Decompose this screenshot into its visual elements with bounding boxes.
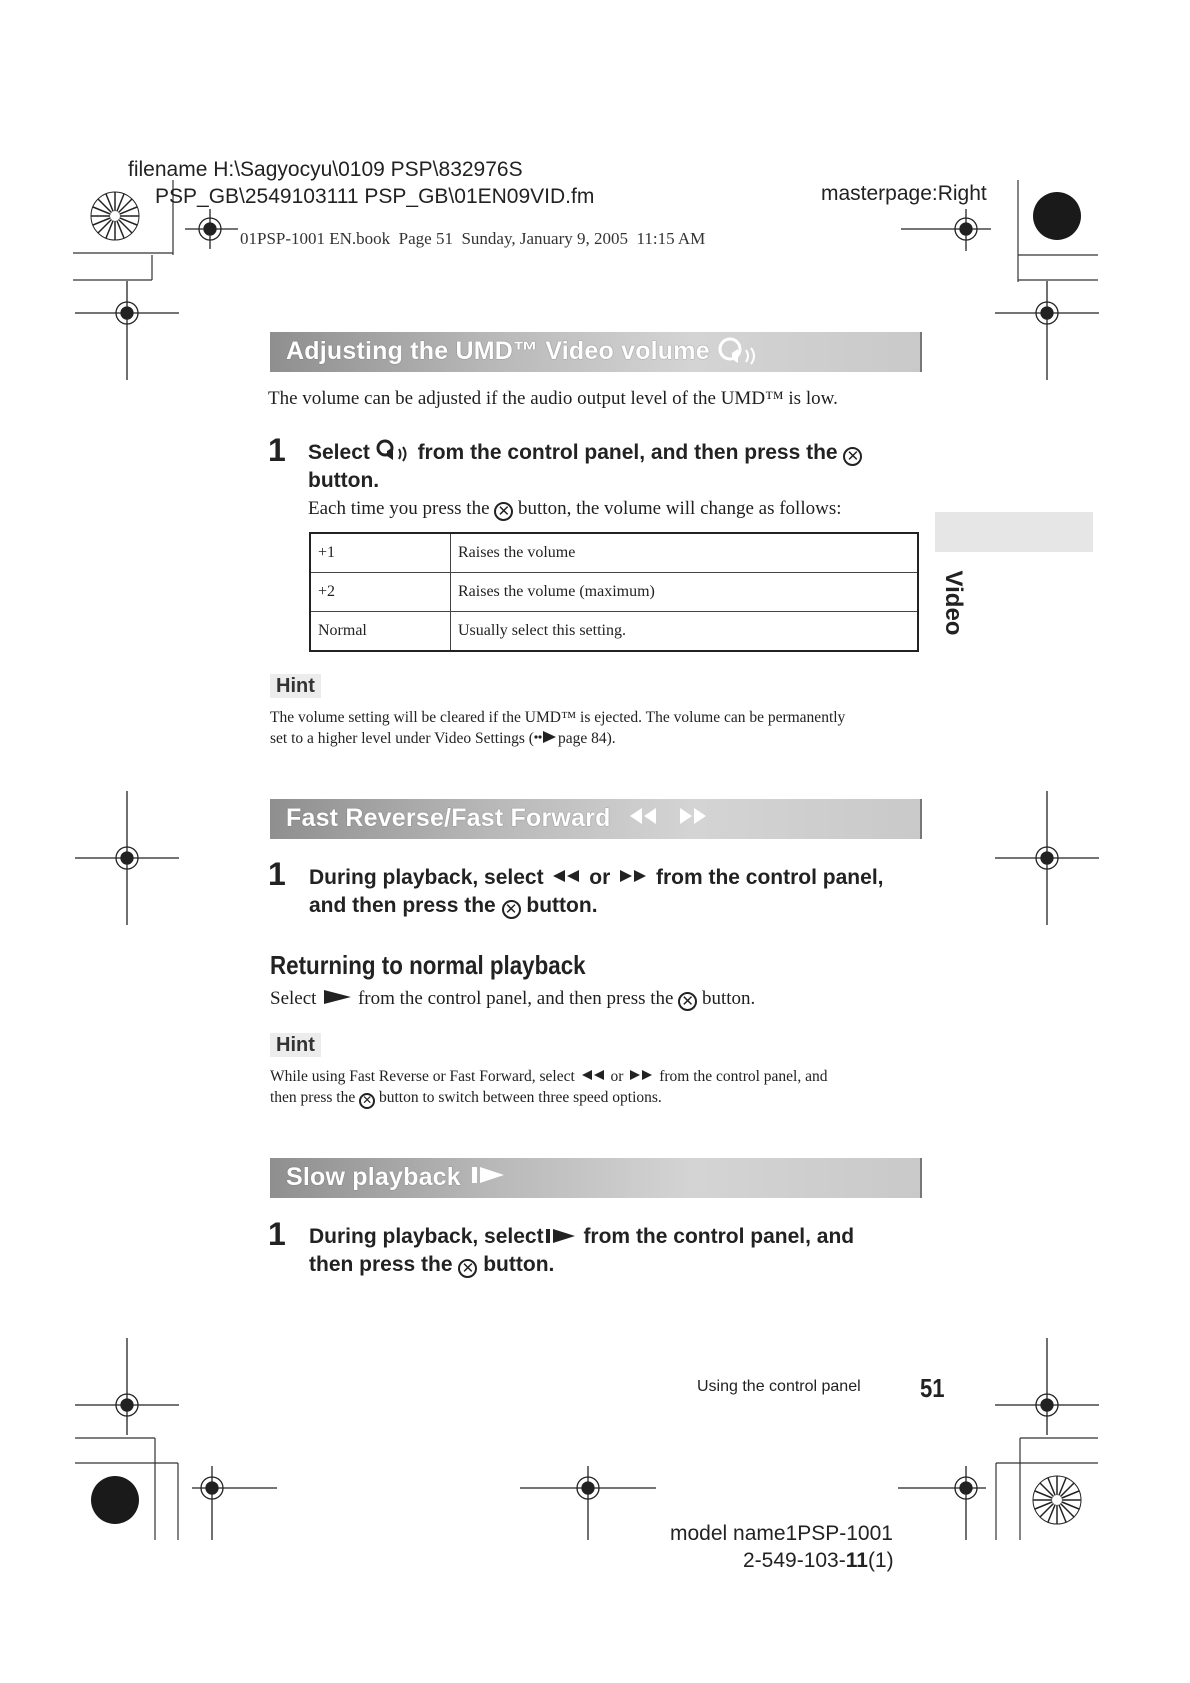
side-tab-background bbox=[935, 512, 1093, 552]
filename-line-2: PSP_GB\2549103111 PSP_GB\01EN09VID.fm bbox=[155, 185, 595, 208]
star-mark-top-left bbox=[91, 192, 139, 240]
play-icon bbox=[321, 988, 353, 1006]
hint-fast-line-2: then press the ✕ button to switch between three speed options. bbox=[270, 1089, 662, 1107]
x-button-icon: ✕ bbox=[678, 992, 697, 1011]
hint-box-volume bbox=[270, 675, 321, 698]
step-number: 1 bbox=[268, 856, 286, 892]
volume-setting-cell: Normal bbox=[310, 612, 451, 652]
section-banner-volume bbox=[270, 332, 922, 372]
star-mark-bottom-right bbox=[1033, 1476, 1081, 1524]
x-button-icon: ✕ bbox=[502, 900, 521, 919]
x-button-icon: ✕ bbox=[843, 447, 862, 466]
volume-setting-cell: +1 bbox=[310, 533, 451, 573]
hint-box-fast bbox=[270, 1034, 321, 1057]
volume-step-line-1: Select from the control panel, and then press the ✕ bbox=[308, 439, 862, 467]
hint-label: Hint bbox=[270, 1033, 321, 1057]
side-tab-label: Video bbox=[940, 570, 967, 636]
model-code: 2-549-103-11(1) bbox=[743, 1549, 894, 1572]
masterpage-label: masterpage:Right bbox=[821, 182, 987, 205]
volume-description-cell: Raises the volume (maximum) bbox=[451, 573, 919, 612]
volume-description-cell: Usually select this setting. bbox=[451, 612, 919, 652]
print-dot-top-right bbox=[1033, 192, 1081, 240]
step-number: 1 bbox=[268, 432, 286, 468]
slow-play-icon bbox=[468, 1163, 512, 1187]
section-title-volume: Adjusting the UMD™ Video volume bbox=[286, 337, 710, 365]
volume-icon bbox=[376, 439, 412, 463]
volume-intro: The volume can be adjusted if the audio output level of the UMD™ is low. bbox=[268, 388, 838, 409]
slow-play-icon bbox=[544, 1227, 578, 1245]
slow-step-line-1: During playback, select from the control panel, and bbox=[309, 1225, 855, 1248]
filename-line-1: filename H:\Sagyocyu\0109 PSP\832976S bbox=[128, 158, 523, 181]
x-button-icon: ✕ bbox=[494, 502, 513, 521]
fast-reverse-icon bbox=[549, 868, 583, 884]
footer-section-name: Using the control panel bbox=[697, 1378, 861, 1395]
step-number: 1 bbox=[268, 1216, 286, 1252]
hint-fast-line-1: While using Fast Reverse or Fast Forward, select or from the control panel, and bbox=[270, 1068, 828, 1085]
volume-step-line-2: button. bbox=[308, 469, 380, 492]
fast-step-line-1: During playback, select or from the control panel, bbox=[309, 866, 884, 889]
volume-table bbox=[309, 532, 919, 652]
volume-each-time: Each time you press the ✕ button, the volume will change as follows: bbox=[308, 498, 842, 520]
x-button-icon: ✕ bbox=[359, 1093, 375, 1109]
page-reference-arrow-icon bbox=[534, 731, 558, 743]
model-name: model name1PSP-1001 bbox=[670, 1522, 893, 1545]
hint-volume-line-1: The volume setting will be cleared if the UMD™ is ejected. The volume can be permanently bbox=[270, 709, 846, 726]
table-row bbox=[310, 573, 918, 612]
print-dot-bottom-left bbox=[91, 1476, 139, 1524]
returning-text: Select from the control panel, and then press the ✕ button. bbox=[270, 988, 756, 1010]
volume-description-cell: Raises the volume bbox=[451, 533, 919, 573]
fast-reverse-forward-icon bbox=[618, 804, 728, 828]
x-button-icon: ✕ bbox=[458, 1259, 477, 1278]
section-banner-fast bbox=[270, 799, 922, 839]
table-row bbox=[310, 612, 918, 652]
fast-reverse-icon bbox=[579, 1069, 607, 1081]
hint-label: Hint bbox=[270, 674, 321, 698]
page-number: 51 bbox=[920, 1373, 945, 1403]
fast-forward-icon bbox=[627, 1069, 655, 1081]
volume-setting-cell: +2 bbox=[310, 573, 451, 612]
section-title-fast: Fast Reverse/Fast Forward bbox=[286, 804, 611, 832]
table-row bbox=[310, 533, 918, 573]
section-banner-slow bbox=[270, 1158, 922, 1198]
fast-forward-icon bbox=[616, 868, 650, 884]
subhead-returning: Returning to normal playback bbox=[270, 950, 586, 980]
slow-step-line-2: then press the ✕ button. bbox=[309, 1253, 555, 1277]
book-info-line: 01PSP-1001 EN.book Page 51 Sunday, January 9, 2005 11:15 AM bbox=[240, 229, 706, 248]
section-title-slow: Slow playback bbox=[286, 1163, 461, 1191]
fast-step-line-2: and then press the ✕ button. bbox=[309, 894, 598, 918]
volume-icon bbox=[717, 337, 763, 367]
hint-volume-line-2: set to a higher level under Video Settings ( page 84). bbox=[270, 730, 616, 747]
